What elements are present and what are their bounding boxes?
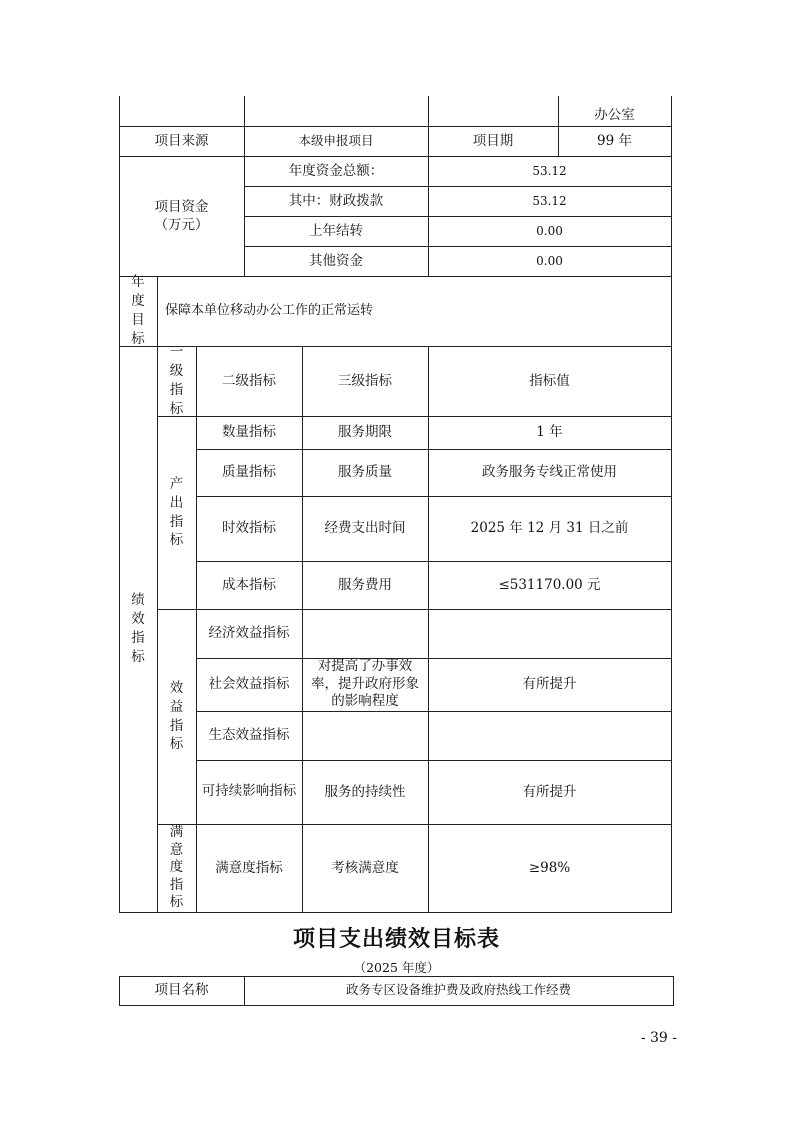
benefit-v-social: 有所提升 (522, 676, 577, 693)
output-v-quantity: 1 年 (536, 424, 563, 441)
benefit-l3-social-text: 对提高了办事效率，提升政府形象的影响程度 (311, 658, 419, 710)
table-border (673, 976, 674, 1006)
output-l2-timeliness: 时效指标 (222, 520, 276, 537)
benefit-v-sustainable: 有所提升 (522, 783, 577, 800)
benefit-l2-economic: 经济效益指标 (208, 625, 290, 642)
table-border (119, 1005, 674, 1006)
funds-total-value: 53.12 (532, 163, 567, 178)
funds-total-label: 年度资金总额： (288, 162, 384, 179)
output-v-timeliness: 2025 年 12 月 31 日之前 (470, 520, 629, 537)
output-l2-quality: 质量指标 (222, 464, 276, 481)
next-table-title: 项目支出绩效目标表 (292, 926, 500, 952)
satisfaction-group-text: 满意度指标 (169, 824, 184, 911)
project-name-label: 项目名称 (154, 982, 209, 999)
output-l3-quality: 服务质量 (338, 464, 392, 481)
annual-goal-text (157, 276, 671, 346)
funds-fiscal-label: 其中：财政拨款 (288, 192, 384, 209)
annual-goal-label (119, 276, 157, 346)
funds-other-value: 0.00 (536, 253, 563, 268)
satisfaction-v: ≥98% (528, 859, 571, 876)
table-border (671, 96, 672, 913)
benefit-l2-sustainable-text: 可持续影响指标 (201, 783, 297, 800)
unit-name-tail (558, 96, 671, 126)
header-level1-text: 一级指标 (169, 344, 184, 417)
output-l2-quantity: 数量指标 (222, 424, 276, 441)
output-group-text: 产出指标 (169, 475, 184, 549)
funds-carryover-label: 上年结转 (309, 222, 363, 239)
header-value: 指标值 (529, 372, 570, 389)
project-name-value: 政务专区设备维护费及政府热线工作经费 (345, 982, 571, 998)
funds-carryover-value: 0.00 (536, 223, 563, 238)
benefit-l3-social (302, 658, 428, 711)
benefit-l3-ecological (302, 711, 428, 760)
next-table-subtitle: （2025 年度） (353, 960, 440, 975)
benefit-l2-ecological: 生态效益指标 (208, 727, 290, 744)
benefit-v-economic (428, 609, 671, 658)
benefit-l2-social: 社会效益指标 (208, 676, 290, 693)
funds-fiscal-value: 53.12 (532, 193, 567, 208)
period-label: 项目期 (472, 132, 514, 149)
header-level1 (157, 346, 196, 416)
performance-label (119, 346, 157, 912)
benefit-v-ecological (428, 711, 671, 760)
output-v-cost: ≤531170.00 元 (498, 576, 601, 593)
table-border (119, 912, 672, 913)
benefit-l3-economic (302, 609, 428, 658)
satisfaction-l3: 考核满意度 (331, 859, 399, 876)
output-l2-cost: 成本指标 (222, 576, 276, 593)
header-level2: 二级指标 (222, 372, 276, 389)
output-l3-quantity: 服务期限 (338, 424, 392, 441)
annual-goal-label-text: 年度目标 (131, 274, 145, 347)
benefit-group-label (157, 609, 196, 824)
unit-name-text: 办公室 (594, 106, 635, 123)
source-value: 本级申报项目 (298, 132, 374, 148)
funds-label-text: 项目资金 （万元） (154, 198, 209, 233)
period-value: 99 年 (597, 132, 632, 149)
benefit-l2-sustainable (196, 760, 302, 824)
funds-label (119, 156, 244, 276)
satisfaction-l2: 满意度指标 (215, 859, 283, 876)
annual-goal-value: 保障本单位移动办公工作的正常运转 (165, 303, 374, 319)
benefit-l3-sustainable: 服务的持续性 (324, 783, 406, 800)
source-label: 项目来源 (154, 132, 209, 149)
satisfaction-group-label (157, 824, 196, 912)
page-number: - 39 - (640, 1030, 677, 1046)
output-l3-timeliness: 经费支出时间 (324, 520, 406, 537)
funds-other-label: 其他资金 (309, 252, 363, 269)
output-group-label (157, 416, 196, 609)
benefit-group-text: 效益指标 (169, 679, 184, 753)
performance-label-text: 绩效指标 (131, 592, 145, 665)
output-v-quality: 政务服务专线正常使用 (482, 464, 617, 481)
output-l3-cost: 服务费用 (338, 576, 392, 593)
header-level3: 三级指标 (338, 372, 392, 389)
